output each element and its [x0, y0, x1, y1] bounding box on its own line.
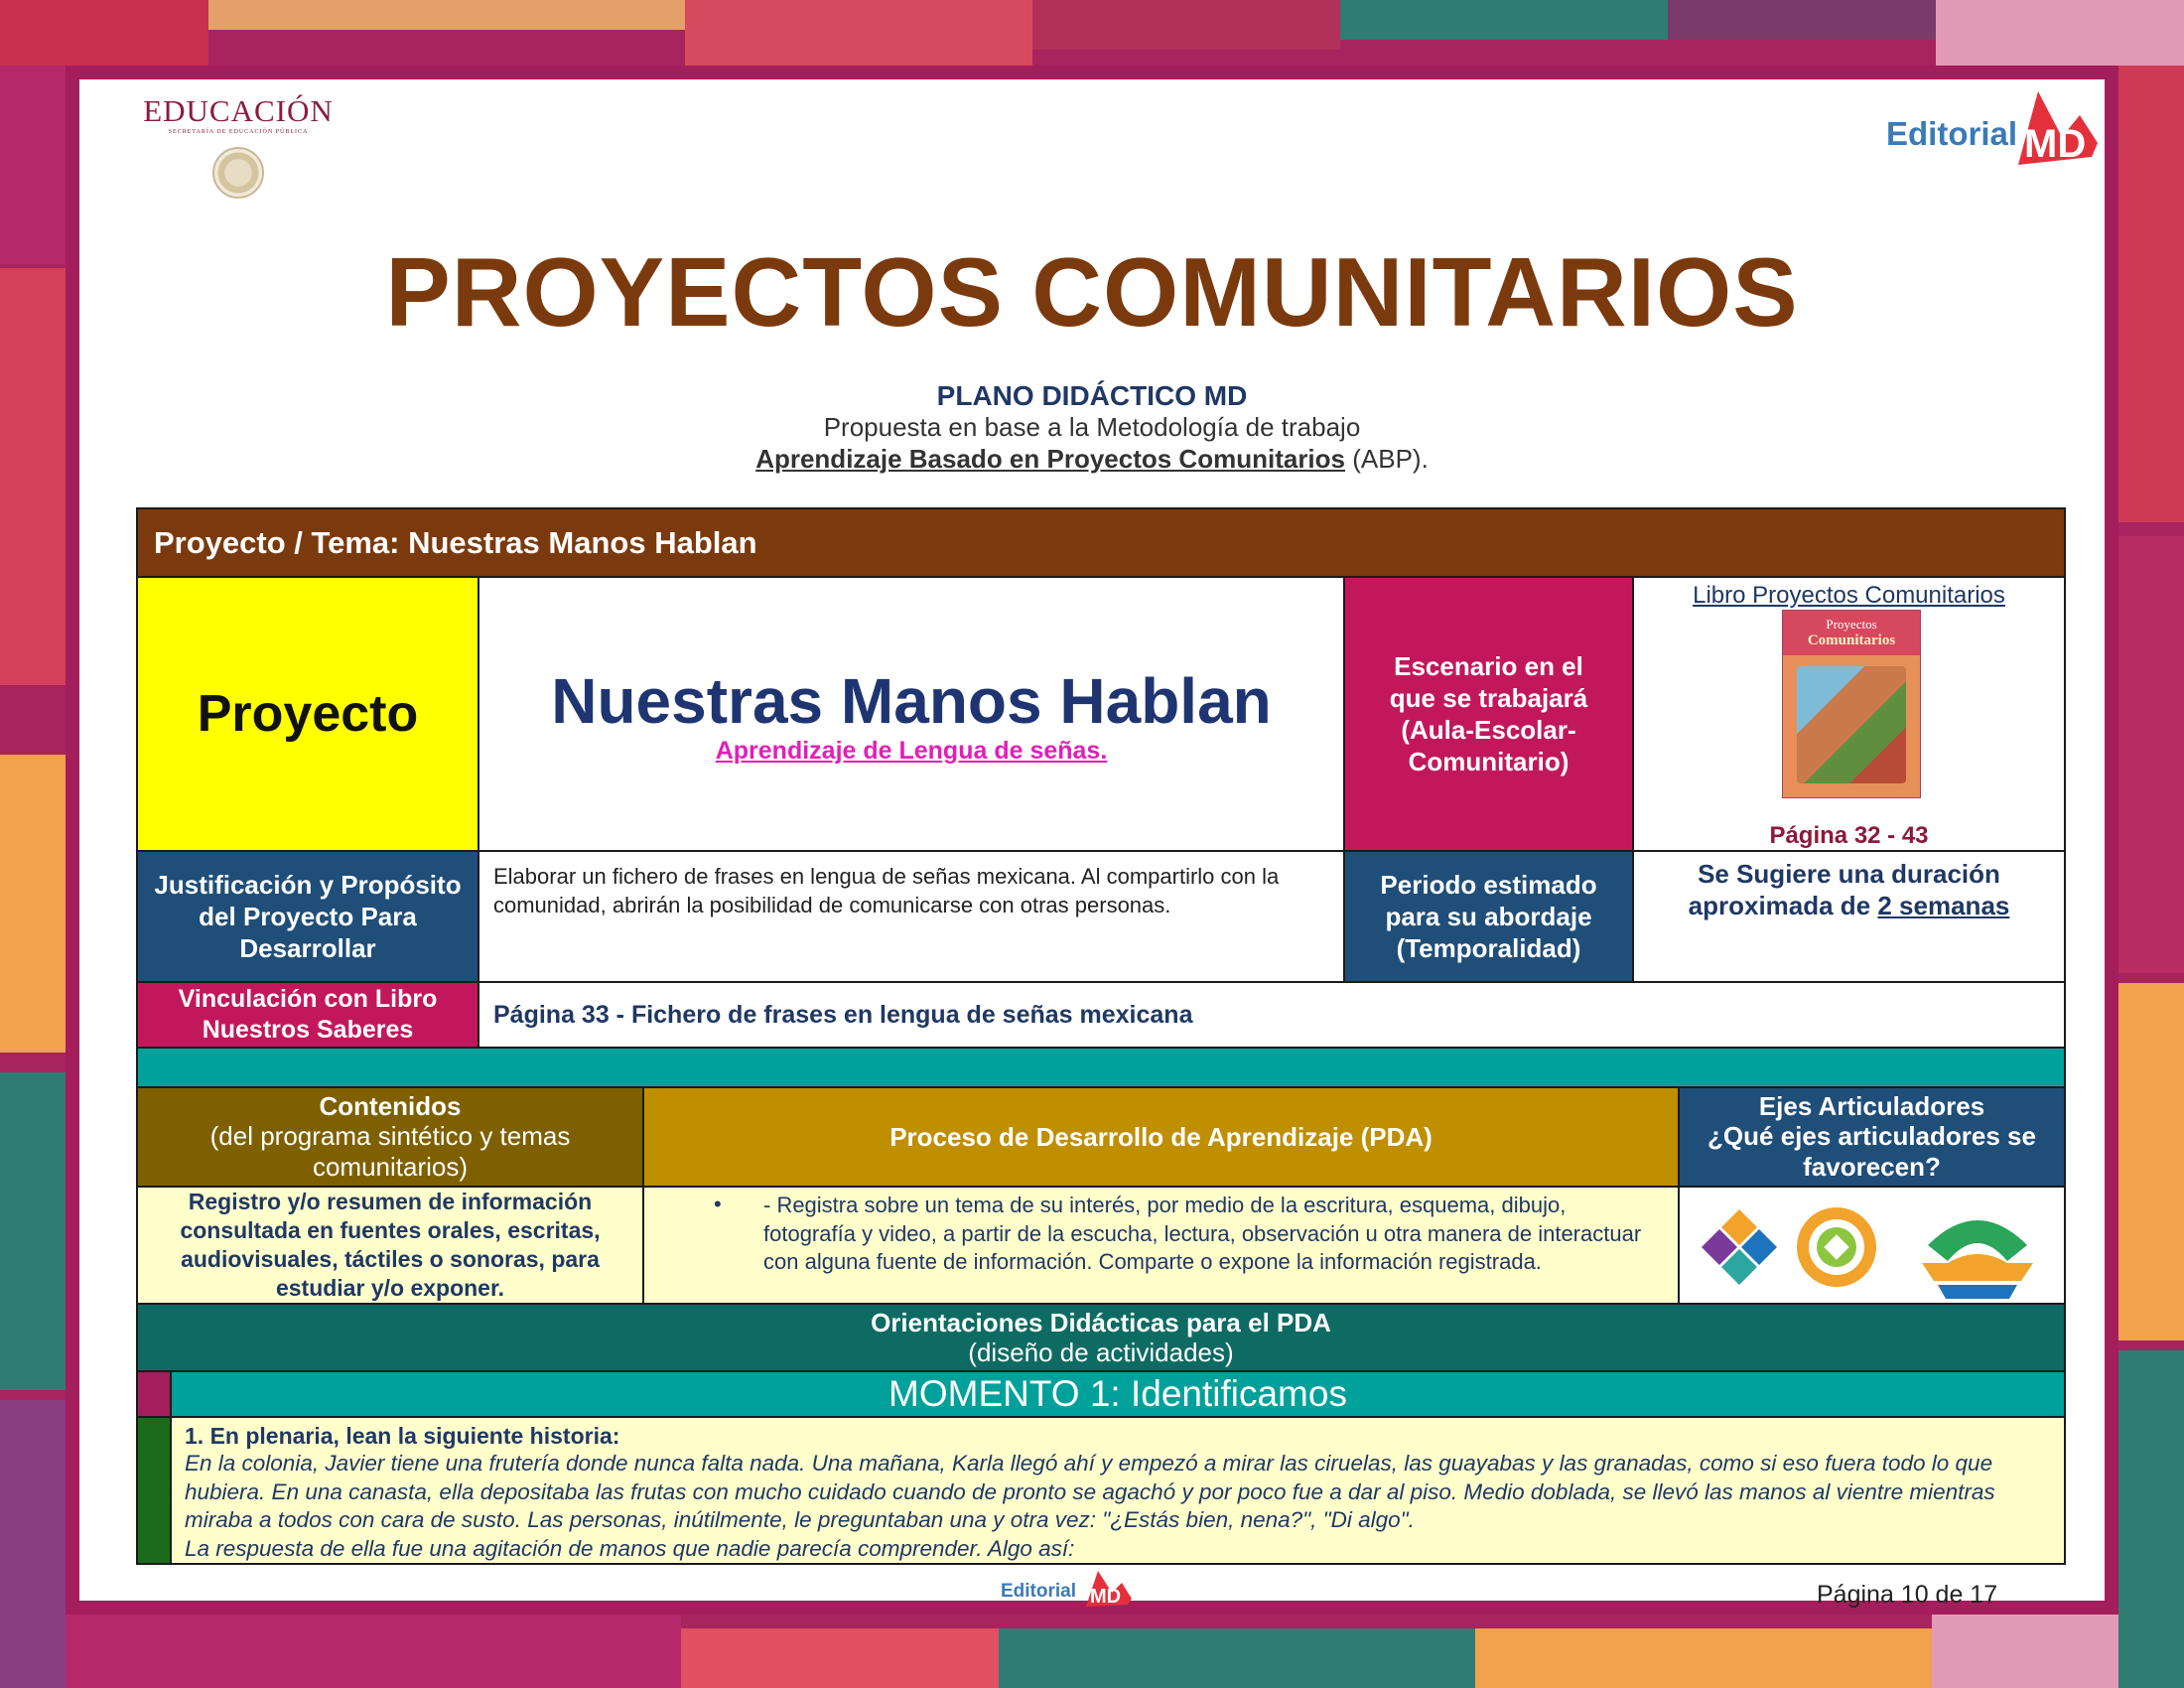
link-label-cell	[136, 981, 479, 1049]
md-logo-text: MD	[2024, 122, 2087, 166]
pda-cell	[642, 1186, 1680, 1305]
bg-block	[1932, 1615, 2118, 1688]
period-label-cell	[1343, 850, 1634, 983]
project-label: Proyecto	[197, 685, 419, 743]
momento-title: MOMENTO 1: Identificamos	[888, 1373, 1347, 1414]
teal-separator	[136, 1047, 2066, 1088]
contenido-text: Registro y/o resumen de información consultada en fuentes orales, escritas, audiovisuales, táctiles o sonoras, para estudiar y/o exponer.	[180, 1189, 601, 1301]
bg-block	[1668, 0, 1936, 40]
link-label: Vinculación con Libro Nuestros Saberes	[178, 985, 438, 1044]
justification-label-cell	[136, 850, 479, 983]
project-name: Nuestras Manos Hablan	[551, 665, 1272, 737]
page-title: PROYECTOS COMUNITARIOS	[385, 237, 1799, 347]
book-cover-subtitle: Comunitarios	[1807, 633, 1896, 648]
method-bold: Aprendizaje Basado en Proyectos Comunitarios	[755, 444, 1345, 474]
book-cell	[1632, 576, 2066, 852]
inclusion-icon	[1702, 1209, 1777, 1285]
editorial-md-logo	[1886, 85, 2095, 169]
educacion-logo-text: EDUCACIÓN	[143, 93, 334, 128]
book-link[interactable]: Libro Proyectos Comunitarios	[1693, 582, 2005, 609]
bg-block	[685, 0, 1032, 66]
bg-block	[2118, 536, 2184, 973]
pda-text: - Registra sobre un tema de su interés, por medio de la escritura, esquema, dibujo, fotografía y video, a partir de la escucha, lectura, observación u otra manera de interactuar con alguna fuente de información. Comparte o expone la información registrada.	[763, 1193, 1642, 1274]
story-marker	[136, 1416, 172, 1565]
interculturality-icon	[1922, 1220, 2033, 1299]
orientaciones-header-cell	[136, 1303, 2066, 1372]
educacion-logo-subtext: SECRETARÍA DE EDUCACIÓN PÚBLICA	[168, 129, 309, 135]
bg-block	[66, 1615, 681, 1688]
plan-title: PLANO DIDÁCTICO MD	[936, 380, 1248, 411]
bg-block	[2118, 1350, 2184, 1688]
orientaciones-subtitle: (diseño de actividades)	[968, 1337, 1234, 1367]
bg-block	[2118, 983, 2184, 1340]
duration-cell	[1632, 850, 2066, 983]
project-label-cell	[136, 576, 479, 852]
duration-prefix: Se Sugiere una duración aproximada de	[1688, 859, 2000, 920]
bg-block	[1475, 1628, 1932, 1688]
story-last-line: La respuesta de ella fue una agitación de manos que nadie parecía comprender. Algo así:	[185, 1535, 1075, 1561]
book-cover-image	[1782, 610, 1921, 798]
book-cover-title: Proyectos	[1826, 617, 1877, 632]
ejes-subtitle: ¿Qué ejes articuladores se favorecen?	[1707, 1121, 2036, 1182]
project-name-cell	[478, 576, 1345, 852]
educacion-logo	[134, 93, 342, 199]
ejes-header-cell	[1678, 1086, 2066, 1188]
scenario-cell	[1343, 576, 1634, 852]
justification-text-cell	[478, 850, 1345, 983]
bg-block	[0, 0, 208, 66]
ejes-title: Ejes Articuladores	[1758, 1091, 1985, 1121]
momento-bar	[170, 1370, 2066, 1418]
justification-label: Justificación y Propósito del Proyecto Para Desarrollar	[154, 870, 462, 963]
period-label: Periodo estimado para su abordaje (Temporalidad)	[1380, 870, 1597, 963]
contenido-cell	[136, 1186, 644, 1305]
bg-block	[1032, 0, 1340, 50]
link-text: Página 33 - Fichero de frases en lengua de señas mexicana	[493, 1000, 1193, 1029]
pda-bullet: •	[714, 1192, 722, 1216]
scenario-text: Escenario en el que se trabajará (Aula-Escolar-Comunitario)	[1389, 651, 1588, 776]
contenidos-title: Contenidos	[319, 1091, 462, 1121]
duration-value: 2 semanas	[1877, 891, 2010, 920]
book-pages: Página 32 - 43	[1769, 822, 1929, 849]
footer-md-icon	[1082, 1569, 1134, 1609]
bg-block	[0, 1072, 66, 1390]
editorial-logo-text: Editorial	[1886, 115, 2018, 152]
method-line	[0, 444, 2184, 475]
story-text: En la colonia, Javier tiene una frutería donde nunca falta nada. Una mañana, Karla llegó ahí y empezó a mirar las ciruelas, las guayabas y las granadas, como si eso fuera todo lo que hubiera. En una canasta, ella depositaba las frutas con mucho cuidado cuando de pronto se agachó y por poco fue a dar al piso. Medio doblada, se llevó las manos al vientre mientras miraba a todos con cara de susto. Las personas, inútilmente, le preguntaban una y otra vez: "¿Estás bien, nena?", "Di algo".	[185, 1451, 1995, 1532]
contenidos-subtitle: (del programa sintético y temas comunitarios)	[209, 1121, 571, 1182]
footer-md-text: MD	[1090, 1586, 1122, 1608]
bg-block	[1340, 0, 1668, 40]
momento-marker	[136, 1370, 172, 1418]
footer-editorial-text: Editorial	[1001, 1581, 1077, 1602]
link-text-cell	[478, 981, 2066, 1049]
project-subtitle-link[interactable]: Aprendizaje de Lengua de señas.	[715, 737, 1108, 765]
bg-block	[0, 1400, 66, 1688]
ejes-icons-cell	[1678, 1186, 2066, 1305]
theme-bar	[136, 507, 2066, 578]
bg-block	[1936, 0, 2184, 66]
story-step-title: 1. En plenaria, lean la siguiente historia:	[185, 1423, 620, 1449]
justification-text: Elaborar un fichero de frases en lengua de señas mexicana. Al compartirlo con la comunidad, abrirán la posibilidad de comunicarse con otras personas.	[493, 864, 1280, 917]
bg-block	[208, 0, 685, 30]
method-tail: (ABP).	[1345, 444, 1429, 474]
page-number: Página 10 de 17	[1817, 1581, 1998, 1609]
orientaciones-title: Orientaciones Didácticas para el PDA	[871, 1308, 1331, 1337]
md-logo-icon	[2010, 85, 2100, 169]
seal-icon	[212, 147, 264, 199]
bg-block	[681, 1628, 999, 1688]
bg-block	[0, 66, 66, 264]
story-cell	[170, 1416, 2066, 1565]
book-cover-art	[1797, 666, 1906, 783]
ejes-icons	[1680, 1188, 2066, 1305]
pda-title: Proceso de Desarrollo de Aprendizaje (PDA)	[889, 1121, 1433, 1152]
contenidos-header-cell	[136, 1086, 644, 1188]
bg-block	[0, 755, 66, 1053]
pda-header-cell	[642, 1086, 1680, 1188]
critical-thinking-icon	[1797, 1207, 1876, 1287]
theme-bar-text: Proyecto / Tema: Nuestras Manos Hablan	[154, 524, 757, 560]
bg-block	[999, 1628, 1475, 1688]
proposal-text: Propuesta en base a la Metodología de trabajo	[823, 412, 1361, 442]
